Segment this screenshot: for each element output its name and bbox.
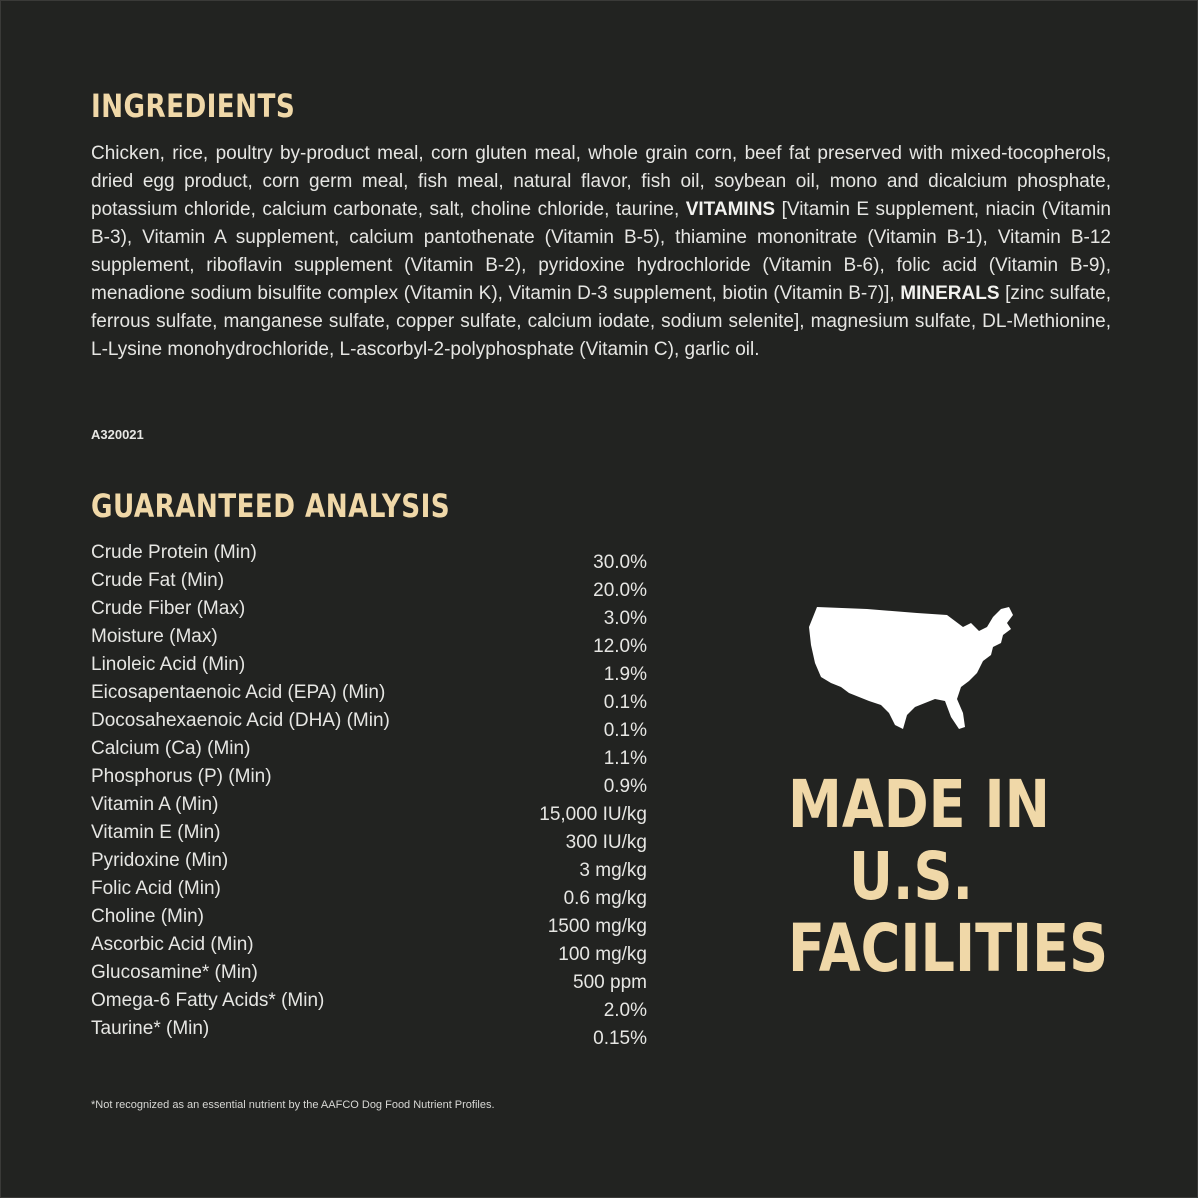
analysis-label: Crude Fat (Min) xyxy=(91,570,225,591)
analysis-label: Vitamin A (Min) xyxy=(91,794,219,815)
analysis-label: Taurine* (Min) xyxy=(91,1018,210,1039)
analysis-row xyxy=(91,623,651,657)
analysis-row xyxy=(91,959,651,993)
analysis-label: Choline (Min) xyxy=(91,906,204,927)
analysis-label: Glucosamine* (Min) xyxy=(91,962,258,983)
analysis-value: 0.6 mg/kg xyxy=(563,888,647,909)
analysis-label: Eicosapentaenoic Acid (EPA) (Min) xyxy=(91,682,386,703)
analysis-row xyxy=(91,819,651,853)
vitamins-label: VITAMINS xyxy=(685,199,776,220)
analysis-row xyxy=(91,763,651,797)
analysis-label: Omega-6 Fatty Acids* (Min) xyxy=(91,990,325,1011)
analysis-value: 3 mg/kg xyxy=(579,860,647,881)
analysis-row xyxy=(91,567,651,601)
minerals-label: MINERALS xyxy=(900,283,1000,304)
analysis-value: 1500 mg/kg xyxy=(547,916,647,937)
footnote: *Not recognized as an essential nutrient by the AAFCO Dog Food Nutrient Profiles. xyxy=(91,1099,495,1111)
analysis-label: Crude Protein (Min) xyxy=(91,542,257,563)
analysis-value: 2.0% xyxy=(603,1000,647,1021)
ingredients-text-part2: [Vitamin E supplement, niacin (Vitamin B-3), Vitamin A supplement, calcium pantothenate (Vitamin B-5), thiamine mononitrate (Vitamin B-1), Vitamin B-12 supplement, riboflavin supplement (Vitamin B-2), pyridoxine hydrochloride (Vitamin B-6), folic acid (Vitamin B-9), menadione sodium bisulfite complex (Vitamin K), Vitamin D-3 supplement, biotin (Vitamin B-7)], xyxy=(91,199,1111,304)
analysis-value: 1.9% xyxy=(603,664,647,685)
analysis-row xyxy=(91,539,651,573)
analysis-label: Folic Acid (Min) xyxy=(91,878,221,899)
analysis-row xyxy=(91,791,651,825)
badge-line-3: FACILITIES xyxy=(788,910,1109,987)
ingredients-text-part1: Chicken, rice, poultry by-product meal, corn gluten meal, whole grain corn, beef fat preserved with mixed-tocopherols, dried egg product, corn germ meal, fish meal, natural flavor, fish oil, soybean oil, mono and dicalcium phosphate, potassium chloride, calcium carbonate, salt, choline chloride, taurine, xyxy=(91,143,1111,220)
analysis-value: 0.9% xyxy=(603,776,647,797)
ingredients-text-part3: [zinc sulfate, ferrous sulfate, manganese sulfate, copper sulfate, calcium iodate, sodium selenite], magnesium sulfate, DL-Methionine, L-Lysine monohydrochloride, L-ascorbyl-2-polyphosphate (Vitamin C), garlic oil. xyxy=(91,283,1112,360)
usa-map-icon xyxy=(807,601,1019,737)
analysis-label: Phosphorus (P) (Min) xyxy=(91,766,272,787)
analysis-label: Crude Fiber (Max) xyxy=(91,598,246,619)
product-code: A320021 xyxy=(91,427,144,442)
badge-line-2: U.S. xyxy=(848,838,974,915)
analysis-row xyxy=(91,1015,651,1049)
badge-line-1: MADE IN xyxy=(788,766,1050,843)
made-in-usa-badge xyxy=(788,766,1109,987)
analysis-label: Vitamin E (Min) xyxy=(91,822,221,843)
analysis-row xyxy=(91,679,651,713)
analysis-value: 1.1% xyxy=(603,748,647,769)
analysis-row xyxy=(91,707,651,741)
analysis-label: Calcium (Ca) (Min) xyxy=(91,738,251,759)
analysis-value: 30.0% xyxy=(593,552,647,573)
ingredients-list xyxy=(91,140,1111,364)
guaranteed-analysis-table xyxy=(91,539,651,1049)
analysis-row xyxy=(91,847,651,881)
analysis-row xyxy=(91,931,651,965)
analysis-value: 12.0% xyxy=(593,636,647,657)
analysis-value: 500 ppm xyxy=(573,972,647,993)
analysis-row xyxy=(91,651,651,685)
analysis-value: 20.0% xyxy=(593,580,647,601)
analysis-value: 3.0% xyxy=(603,608,647,629)
analysis-value: 100 mg/kg xyxy=(558,944,647,965)
analysis-value: 15,000 IU/kg xyxy=(539,804,647,825)
analysis-label: Linoleic Acid (Min) xyxy=(91,654,246,675)
analysis-label: Docosahexaenoic Acid (DHA) (Min) xyxy=(91,710,390,731)
analysis-value: 0.1% xyxy=(603,692,647,713)
analysis-value: 0.15% xyxy=(593,1028,647,1049)
analysis-row xyxy=(91,903,651,937)
ingredients-heading: INGREDIENTS xyxy=(91,87,296,125)
analysis-row xyxy=(91,735,651,769)
analysis-label: Moisture (Max) xyxy=(91,626,218,647)
guaranteed-analysis-heading: GUARANTEED ANALYSIS xyxy=(91,487,451,525)
analysis-value: 0.1% xyxy=(603,720,647,741)
analysis-label: Ascorbic Acid (Min) xyxy=(91,934,254,955)
analysis-row xyxy=(91,875,651,909)
analysis-label: Pyridoxine (Min) xyxy=(91,850,229,871)
analysis-value: 300 IU/kg xyxy=(565,832,647,853)
analysis-row xyxy=(91,987,651,1021)
analysis-row xyxy=(91,595,651,629)
